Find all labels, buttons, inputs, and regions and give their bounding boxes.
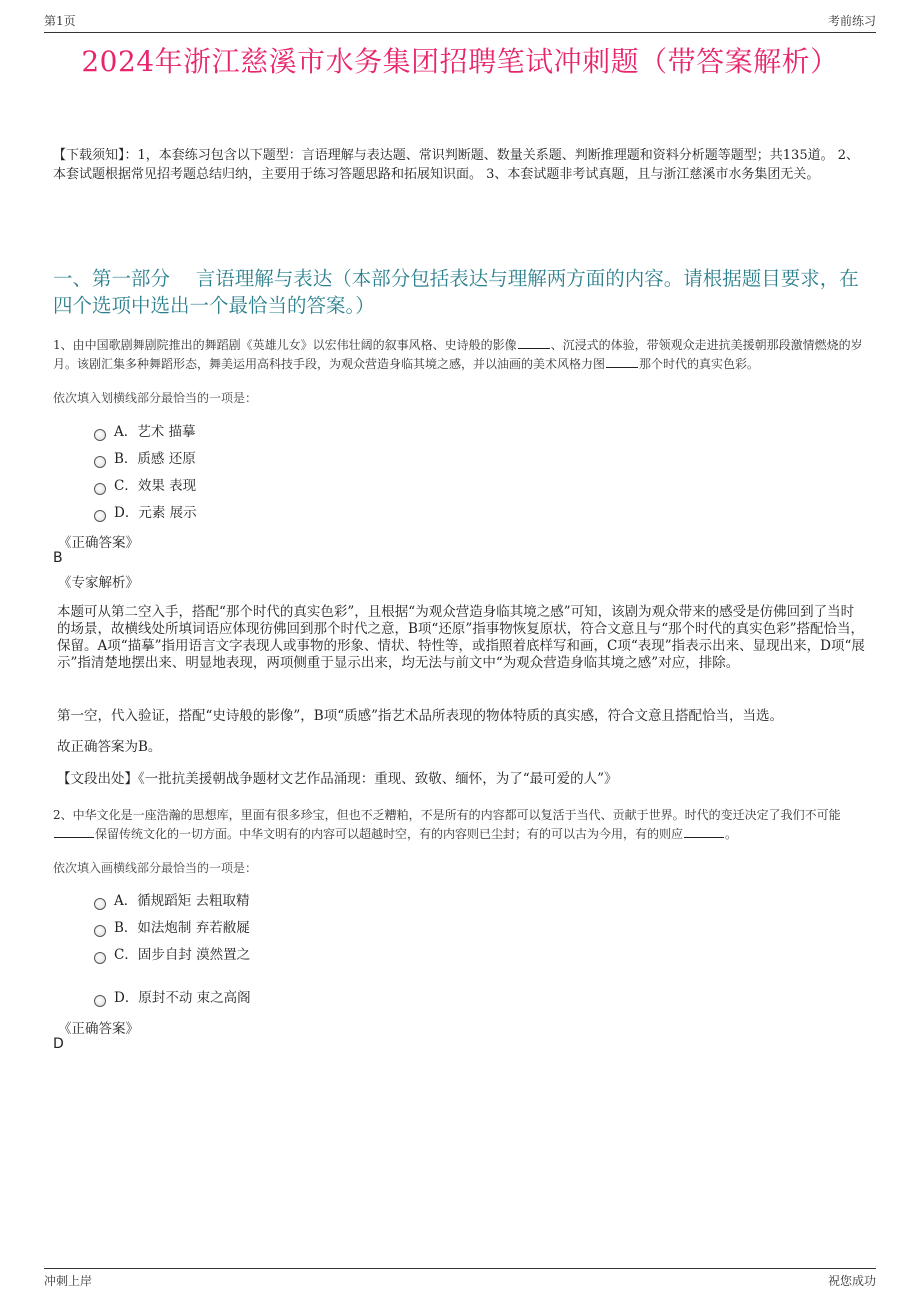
radio-icon[interactable] <box>94 925 106 937</box>
question-2-text-b: 保留传统文化的一切方面。中华文明有的内容可以超越时空，有的内容则已尘封；有的可以古为今用，有的则应 <box>95 827 684 841</box>
question-1-text-b: 、沉浸式的体验，带领观众走进抗美援朝那段激情燃烧的岁月。该剧汇集多种舞蹈形态，舞美运用高科技手段，为观众营造身临其境之感，并以油画的美术风格力图 <box>53 338 863 371</box>
option-label: B．质感 还原 <box>114 451 196 467</box>
question-2-text-c: 。 <box>725 827 738 841</box>
radio-icon[interactable] <box>94 429 106 441</box>
option-label: A．循规蹈矩 去粗取精 <box>114 893 250 909</box>
question-2-answer: D <box>53 1036 64 1052</box>
option-label: A．艺术 描摹 <box>114 424 196 440</box>
question-2-option-a[interactable] <box>94 891 250 911</box>
question-2-option-c[interactable] <box>94 945 250 965</box>
question-1-analysis-2: 第一空，代入验证，搭配“史诗般的影像”，B项“质感”指艺术品所表现的物体特质的真实感，符合文意且搭配恰当，当选。 <box>57 708 784 724</box>
radio-icon[interactable] <box>94 510 106 522</box>
question-1-analysis-3: 故正确答案为B。 <box>57 739 162 755</box>
question-2-text-a: 2、中华文化是一座浩瀚的思想库，里面有很多珍宝，但也不乏糟粕，不是所有的内容都可以复活于当代、贡献于世界。时代的变迁决定了我们不可能 <box>53 808 841 822</box>
question-1-option-b[interactable] <box>94 449 196 469</box>
section-heading: 一、第一部分 言语理解与表达（本部分包括表达与理解两方面的内容。请根据题目要求，在四个选项中选出一个最恰当的答案。） <box>53 267 859 317</box>
radio-icon[interactable] <box>94 456 106 468</box>
question-2-prompt: 依次填入画横线部分最恰当的一项是： <box>53 861 258 875</box>
footer-right-label: 祝您成功 <box>827 1274 876 1288</box>
radio-icon[interactable] <box>94 995 106 1007</box>
question-1-answer: B <box>53 550 63 566</box>
blank-line <box>518 348 550 349</box>
option-label: D．原封不动 束之高阁 <box>114 990 251 1006</box>
question-1-option-c[interactable] <box>94 476 196 496</box>
blank-line <box>54 837 94 838</box>
question-1-prompt: 依次填入划横线部分最恰当的一项是： <box>53 391 258 405</box>
option-label: D．元素 展示 <box>114 505 197 521</box>
blank-line <box>606 367 638 368</box>
question-1-source: 【文段出处】《一批抗美援朝战争题材文艺作品涌现：重现、致敬、缅怀，为了“最可爱的人”》 <box>57 771 618 787</box>
document-title: 2024年浙江慈溪市水务集团招聘笔试冲刺题（带答案解析） <box>81 45 839 78</box>
question-1-text-c: 那个时代的真实色彩。 <box>639 357 760 371</box>
question-2-option-d[interactable] <box>94 988 251 1008</box>
question-1-text-a: 1、由中国歌剧舞剧院推出的舞蹈剧《英雄儿女》以宏伟壮阔的叙事风格、史诗般的影像 <box>53 338 517 352</box>
page-header <box>44 12 876 33</box>
question-1-option-d[interactable] <box>94 503 197 523</box>
question-2-answer-label: 《正确答案》 <box>58 1021 139 1037</box>
footer-left-label: 冲刺上岸 <box>44 1274 93 1288</box>
radio-icon[interactable] <box>94 898 106 910</box>
option-label: C．固步自封 漠然置之 <box>114 947 251 963</box>
download-notice: 【下载须知】：1，本套练习包含以下题型：言语理解与表达题、常识判断题、数量关系题、判断推理题和资料分析题等题型；共135道。 2、本套试题根据常见招考题总结归纳，主要用于练习答题思路和拓展知识面。 3、本套试题非考试真题，且与浙江慈溪市水务集团无关。 <box>53 148 859 182</box>
option-label: B．如法炮制 弃若敝屣 <box>114 920 250 936</box>
page-number: 第1页 <box>44 14 76 28</box>
question-1-analysis-label: 《专家解析》 <box>58 575 139 591</box>
radio-icon[interactable] <box>94 483 106 495</box>
header-right-label: 考前练习 <box>827 14 876 28</box>
question-1-option-a[interactable] <box>94 422 196 442</box>
radio-icon[interactable] <box>94 952 106 964</box>
question-1-answer-label: 《正确答案》 <box>58 535 139 551</box>
question-1-text <box>53 336 871 374</box>
question-1-analysis-1: 本题可从第二空入手，搭配“那个时代的真实色彩”，且根据“为观众营造身临其境之感”可知，该剧为观众带来的感受是仿佛回到了当时的场景，故横线处所填词语应体现彷佛回到那个时代之意，B项“还原”指事物恢复原状，符合文意且与“那个时代的真实色彩”搭配恰当，保留。A项“描摹”指用语言文字表现人或事物的形象、情状、特性等，或指照着底样写和画，C项“表现”指表示出来、显现出来，D项“展示”指清楚地摆出来、明显地表现，两项侧重于显示出来，均无法与前文中“为观众营造身临其境之感”对应，排除。 <box>57 604 865 671</box>
question-2-text <box>53 806 871 844</box>
blank-line <box>684 837 724 838</box>
option-label: C．效果 表现 <box>114 478 197 494</box>
page-footer <box>44 1268 876 1292</box>
question-2-option-b[interactable] <box>94 918 250 938</box>
